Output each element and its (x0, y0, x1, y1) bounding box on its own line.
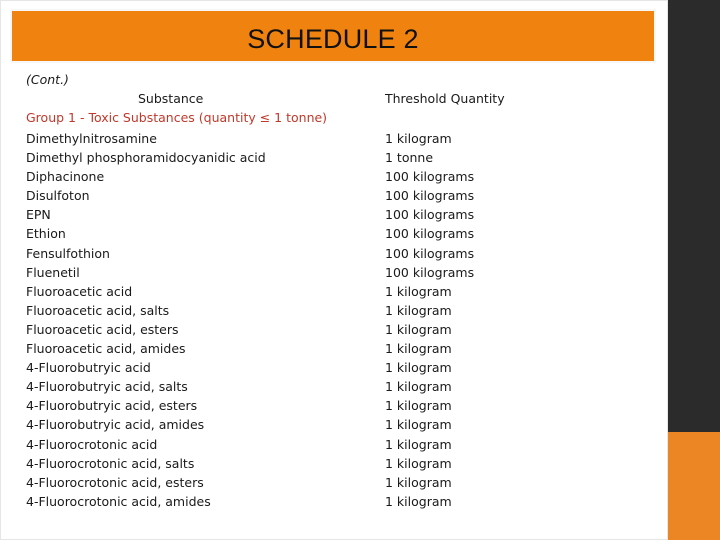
threshold-item: 1 kilogram (385, 341, 452, 357)
threshold-list (385, 129, 474, 511)
substance-item: 4-Fluorobutryic acid (26, 360, 151, 376)
threshold-item: 1 kilogram (385, 302, 452, 318)
threshold-item: 100 kilograms (385, 207, 475, 223)
substance-item: EPN (26, 207, 51, 223)
threshold-item: 100 kilograms (385, 264, 475, 280)
substance-column-header: Substance (138, 91, 204, 106)
threshold-item: 1 kilogram (385, 131, 452, 146)
substance-item: Fluoroacetic acid, esters (26, 321, 179, 337)
substance-list (26, 129, 266, 511)
substance-item: 4-Fluorocrotonic acid, salts (26, 455, 195, 471)
group-heading: Group 1 - Toxic Substances (quantity ≤ 1 tonne) (26, 110, 328, 125)
threshold-item: 1 kilogram (385, 283, 452, 299)
threshold-item: 1 kilogram (385, 455, 452, 471)
substance-item: Disulfoton (26, 188, 90, 204)
continued-label: (Cont.) (26, 72, 69, 87)
page-title: SCHEDULE 2 (247, 23, 419, 54)
threshold-item: 1 kilogram (385, 493, 452, 509)
substance-item: 4-Fluorobutryic acid, amides (26, 417, 205, 433)
threshold-column-header: Threshold Quantity (385, 91, 505, 106)
threshold-item: 1 kilogram (385, 474, 452, 490)
substance-item: 4-Fluorocrotonic acid, amides (26, 493, 211, 509)
substance-item: 4-Fluorocrotonic acid, esters (26, 474, 204, 490)
threshold-item: 1 kilogram (385, 398, 452, 414)
substance-item: Fluoroacetic acid, salts (26, 302, 170, 318)
side-strip (668, 0, 720, 540)
threshold-item: 100 kilograms (385, 226, 475, 242)
substance-item: Fensulfothion (26, 245, 110, 261)
threshold-item: 100 kilograms (385, 169, 475, 185)
threshold-item: 1 kilogram (385, 436, 452, 452)
substance-item: Diphacinone (26, 169, 105, 185)
threshold-item: 100 kilograms (385, 245, 475, 261)
substance-item: 4-Fluorobutryic acid, esters (26, 398, 198, 414)
threshold-item: 100 kilograms (385, 188, 475, 204)
substance-item: Fluoroacetic acid (26, 283, 133, 299)
substance-item: Dimethyl phosphoramidocyanidic acid (26, 150, 266, 166)
threshold-item: 1 tonne (385, 150, 434, 166)
title-bar (10, 9, 656, 63)
threshold-item: 1 kilogram (385, 379, 452, 395)
threshold-item: 1 kilogram (385, 360, 452, 376)
substance-item: Fluenetil (26, 264, 80, 280)
substance-item: Fluoroacetic acid, amides (26, 341, 186, 357)
substance-item: 4-Fluorocrotonic acid (26, 436, 158, 452)
title-inner (12, 13, 654, 61)
substance-item: 4-Fluorobutryic acid, salts (26, 379, 188, 395)
threshold-item: 1 kilogram (385, 417, 452, 433)
substance-item: Ethion (26, 226, 66, 242)
threshold-item: 1 kilogram (385, 321, 452, 337)
side-accent-block (668, 432, 720, 540)
substance-item: Dimethylnitrosamine (26, 131, 157, 146)
